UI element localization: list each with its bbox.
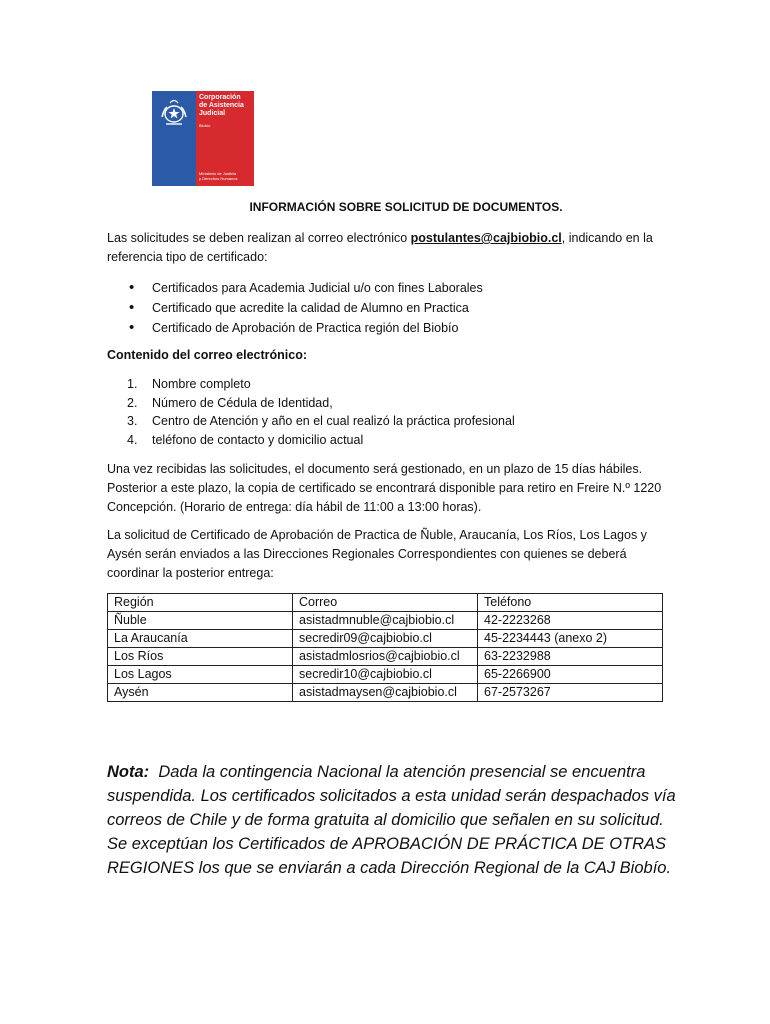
- intro-text-after: , indicando en la referencia tipo de certificado:: [107, 231, 653, 264]
- cell-region: Los Lagos: [108, 666, 293, 684]
- list-number: 3.: [127, 414, 138, 428]
- logo-region: Biobío: [199, 123, 211, 128]
- nota-paragraph: [107, 760, 687, 880]
- list-item: [107, 431, 515, 450]
- cell-phone: 45-2234443 (anexo 2): [478, 630, 663, 648]
- table-row: [108, 612, 663, 630]
- cajbiobio-logo: [152, 91, 254, 186]
- table-row: [108, 630, 663, 648]
- list-text: teléfono de contacto y domicilio actual: [152, 432, 364, 447]
- logo-line1: Corporación: [199, 94, 241, 101]
- content-list: [107, 375, 515, 449]
- list-number: 1.: [127, 377, 138, 391]
- intro-paragraph: [107, 229, 667, 267]
- list-text: Nombre completo: [152, 377, 251, 391]
- content-heading: Contenido del correo electrónico:: [107, 348, 308, 362]
- regional-contacts-table: [107, 593, 663, 702]
- nota-label: Nota:: [107, 763, 150, 781]
- list-item: [107, 375, 515, 394]
- list-text: Centro de Atención y año en el cual realizó la práctica profesional: [152, 414, 515, 428]
- intro-text-before: Las solicitudes se deben realizan al correo electrónico: [107, 231, 411, 245]
- cell-email: asistadmaysen@cajbiobio.cl: [293, 684, 478, 702]
- logo-blue-panel: [152, 91, 196, 186]
- table-row: [108, 684, 663, 702]
- table-header-row: [108, 594, 663, 612]
- logo-ministry-line2: y Derechos Humanos: [199, 176, 238, 181]
- email-link[interactable]: postulantes@cajbiobio.cl: [410, 231, 562, 245]
- cell-region: Los Ríos: [108, 648, 293, 666]
- cell-phone: 65-2266900: [478, 666, 663, 684]
- logo-red-panel: [196, 91, 254, 186]
- header-phone: Teléfono: [478, 594, 663, 612]
- cell-region: Ñuble: [108, 612, 293, 630]
- table-row: [108, 648, 663, 666]
- cell-email: asistadmlosrios@cajbiobio.cl: [293, 648, 478, 666]
- logo-ministry-line1: Ministerio de Justicia: [199, 171, 237, 176]
- delivery-paragraph: Una vez recibidas las solicitudes, el documento será gestionado, en un plazo de 15 días hábiles. Posterior a este plazo, la copia de certificado se encontrará disponible para retiro en Freire N.º 1220 Concepción. (Horario de entrega: día hábil de 11:00 a 13:00 horas).: [107, 462, 662, 514]
- table-row: [108, 666, 663, 684]
- cell-phone: 42-2223268: [478, 612, 663, 630]
- logo-ministry: [199, 171, 251, 181]
- cell-email: asistadmnuble@cajbiobio.cl: [293, 612, 478, 630]
- list-number: 2.: [127, 395, 138, 410]
- cell-email: secredir10@cajbiobio.cl: [293, 666, 478, 684]
- coat-of-arms-icon: [158, 97, 190, 127]
- document-title: INFORMACIÓN SOBRE SOLICITUD DE DOCUMENTOS.: [249, 200, 563, 214]
- logo-title: [199, 94, 244, 118]
- nota-text: Dada la contingencia Nacional la atención presencial se encuentra suspendida. Los certificados solicitados a esta unidad serán despachados vía correos de Chile y de forma gratuita al domicilio que señalen en su solicitud. Se exceptúan los Certificados de APROBACIÓN DE PRÁCTICA DE OTRAS REGIONES los que se enviarán a cada Dirección Regional de la CAJ Biobío.: [107, 763, 676, 877]
- cell-region: Aysén: [108, 684, 293, 702]
- cell-region: La Araucanía: [108, 630, 293, 648]
- list-item: • Certificado de Aprobación de Practica región del Biobío: [107, 318, 483, 338]
- regional-paragraph: La solicitud de Certificado de Aprobación de Practica de Ñuble, Araucanía, Los Ríos, Los Lagos y Aysén serán enviados a las Direcciones Regionales Correspondientes con quienes se deberá coordinar la posterior entrega:: [107, 528, 647, 580]
- cell-phone: 63-2232988: [478, 648, 663, 666]
- certificate-list: [107, 278, 483, 338]
- header-region: Región: [108, 594, 293, 612]
- list-text: Número de Cédula de Identidad,: [152, 395, 333, 410]
- header-email: Correo: [293, 594, 478, 612]
- list-item: • Certificados para Academia Judicial u/o con fines Laborales: [107, 278, 483, 298]
- logo-line2: de Asistencia: [199, 102, 244, 109]
- list-item: [107, 394, 515, 413]
- logo-line3: Judicial: [199, 110, 226, 117]
- cell-email: secredir09@cajbiobio.cl: [293, 630, 478, 648]
- list-number: 4.: [127, 432, 138, 447]
- list-item: • Certificado que acredite la calidad de Alumno en Practica: [107, 298, 483, 318]
- cell-phone: 67-2573267: [478, 684, 663, 702]
- list-item: [107, 412, 515, 431]
